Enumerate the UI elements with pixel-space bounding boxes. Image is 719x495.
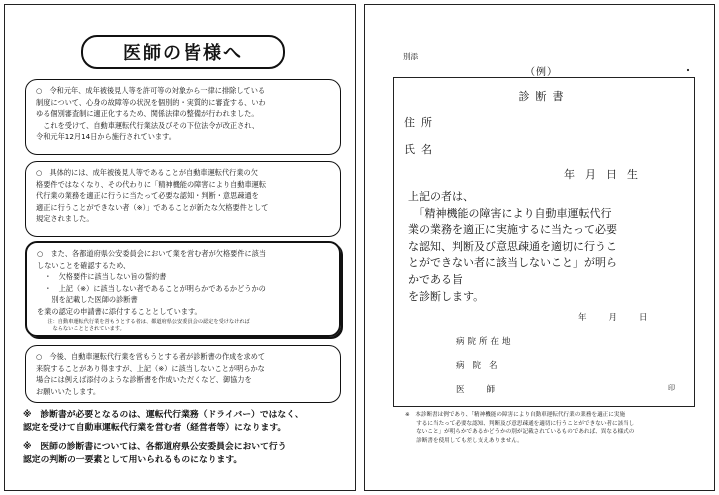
doctor-label: 医師 xyxy=(456,385,518,395)
certificate-date-line: 年月日 xyxy=(578,313,670,323)
attachment-label: 別添 xyxy=(403,52,418,61)
notice-title: 医師の皆様へ xyxy=(81,35,285,69)
notice-remark-2: ※ 医師の診断書については、各都道府県公安委員会において行う 認定の判断の一要素として用いられるものになります。 xyxy=(23,442,287,465)
hospital-address-label: 病院所在地 xyxy=(456,337,514,347)
certificate-title: 診断書 xyxy=(518,90,570,103)
notice-box-request xyxy=(25,345,341,403)
notice-box-text: ○ 具体的には、成年被後見人等であることが自動車運転代行業の欠 格要件ではなくなり、その代わりに「精神機能の障害により自動車運転 代行業の業務を適正に行うに当たって必要な認知・判断・意思疎通を 適正に行うことができない者（※）」であることが新たな欠格要件として 規定されました。 xyxy=(36,168,269,224)
scan-speck-decoration xyxy=(605,63,691,73)
notice-box-background xyxy=(25,79,341,155)
address-field-label: 住所 xyxy=(404,116,438,129)
example-label: （例） xyxy=(525,67,558,78)
birthdate-field-label: 年月日生 xyxy=(564,168,648,181)
notice-box-text: ○ 今後、自動車運転代行業を営もうとする者が診断書の作成を求めて 来院することがあり得ますが、上記（※）に該当しないことが明らかな 場合には例えば添付のような診断書を作成いただくなど、御協力を お願いいたします。 xyxy=(36,352,266,396)
hospital-name-label: 病院名 xyxy=(456,361,506,371)
notice-page xyxy=(4,4,356,491)
medical-certificate-form xyxy=(393,77,695,407)
name-field-label: 氏名 xyxy=(404,143,438,156)
seal-mark: 印 xyxy=(668,384,675,392)
notice-box-text: ○ また、各都道府県公安委員会において業を営む者が欠格要件に該当 しないことを確認するため、 ・ 欠格要件に該当しない旨の誓約書 ・ 上記（※）に該当しない者であることが明らかであるかどうかの 別を記載した医師の診断書 を業の認定の申請書に添付することとしています。 xyxy=(37,249,267,316)
certificate-body: 上記の者は、 「精神機能の障害により自動車運転代行 業の業務を適正に実施するに当たって必要 な認知、判断及び意思疎通を適切に行うこ とができない者に該当しないこと」が明ら かである旨 を診断します。 xyxy=(408,190,617,303)
notice-box-documents xyxy=(25,241,341,337)
notice-box-requirement xyxy=(25,161,341,237)
notice-box-footnote: 注：自動車運転代行業を営もうとする者は、都道府県公安委員会の認定を受けなければ ならないこととされています。 xyxy=(47,318,250,332)
certificate-footnote: ※ 本診断書は例であり、「精神機能の障害により自動車運転代行業の業務を適正に実施 するに当たって必要な認知、判断及び意思疎通を適切に行うことができない者に該当し ないこと」が明らかであるかどうかの別が記載されているものであれば、異なる様式の 診断書を使用しても差し支えありません。 xyxy=(405,412,635,444)
certificate-page xyxy=(364,4,715,491)
notice-remark-1: ※ 診断書が必要となるのは、運転代行業務（ドライバー）ではなく、 認定を受けて自動車運転代行業を営む者（経営者等）になります。 xyxy=(23,410,304,433)
notice-box-text: ○ 令和元年、成年被後見人等を許可等の対象から一律に排除している 制度について、心身の故障等の状況を個別的・実質的に審査する、いわ ゆる個別審査制に適正化するため、関係法律の整備が行われました。 これを受けて、自動車運転代行業法及びその下位法令が改正され、 令和元年12月14日から施行されています。 xyxy=(36,86,266,142)
